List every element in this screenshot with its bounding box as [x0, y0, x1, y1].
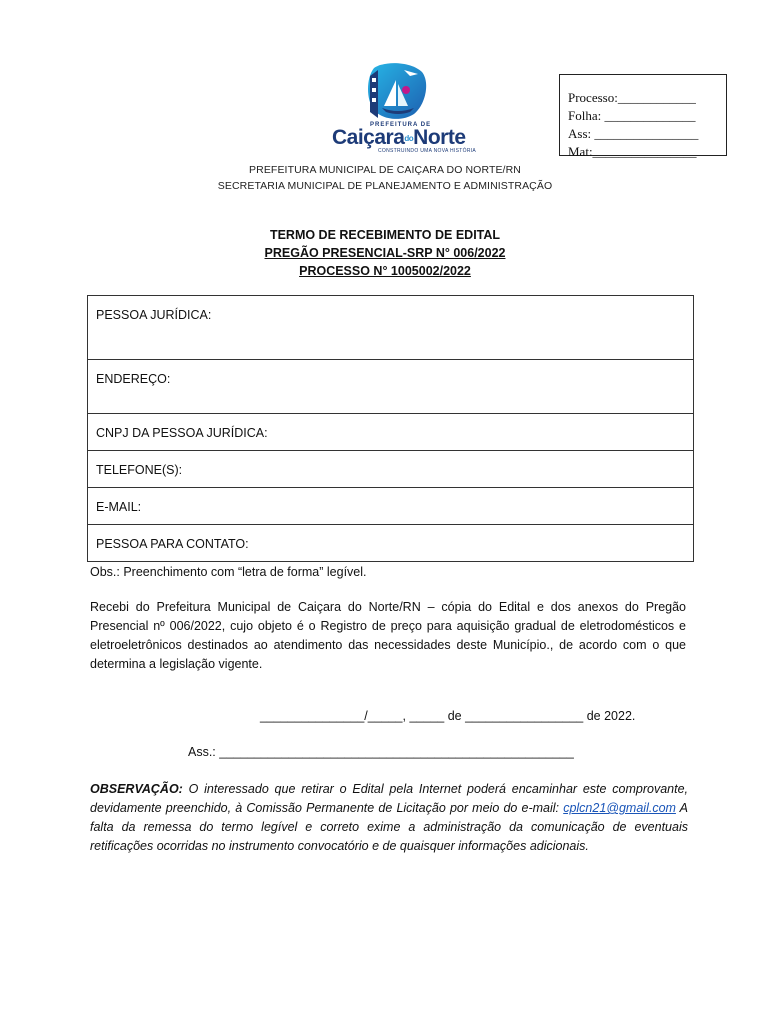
stamp-ass: Ass: ________________: [568, 126, 699, 141]
process-stamp-box: [559, 74, 727, 159]
form-row-endereco[interactable]: ENDEREÇO:: [88, 359, 693, 413]
form-row-cnpj[interactable]: CNPJ DA PESSOA JURÍDICA:: [88, 413, 693, 450]
signature-line: Ass.: ___________________________________________________: [188, 745, 574, 759]
pregao-number: PREGÃO PRESENCIAL-SRP N° 006/2022: [264, 246, 506, 260]
receipt-statement: Recebi do Prefeitura Municipal de Caiçara do Norte/RN – cópia do Edital e dos anexos do Pregão Presencial nº 006/2022, cujo objeto é o Registro de preço para aquisição gradual de eletrodomésticos e eletroeletrônicos destinados ao atendimento das necessidades deste Município., de acordo com o que determina a legislação vigente.: [90, 600, 686, 671]
municipality-logo: [326, 60, 477, 160]
logo-emblem-icon: [326, 60, 466, 124]
form-row-pessoa-juridica[interactable]: PESSOA JURÍDICA:: [96, 308, 212, 322]
email-link[interactable]: cplcn21@gmail.com: [563, 801, 676, 815]
logo-slogan: CONSTRUINDO UMA NOVA HISTÓRIA: [378, 148, 477, 154]
form-row-email[interactable]: E-MAIL:: [88, 487, 693, 524]
form-row-telefone[interactable]: TELEFONE(S):: [88, 450, 693, 487]
stamp-folha: Folha: ______________: [568, 108, 696, 123]
observation-note: OBSERVAÇÃO: O interessado que retirar o Edital pela Internet poderá encaminhar este comprovante, devidamente preenchido, à Comissão Permanente de Licitação por meio do e-mail: cplcn21@gmail.com A falta da remessa do termo legível e correto exime a administração da comunicação de eventuais retificações ocorridas no instrumento convocatório e de quaisquer informações adicionais.: [90, 782, 688, 853]
form-row-contato[interactable]: PESSOA PARA CONTATO:: [88, 524, 693, 561]
processo-number: PROCESSO N° 1005002/2022: [299, 264, 471, 278]
stamp-processo: Processo:____________: [568, 90, 696, 105]
header-secretariat: SECRETARIA MUNICIPAL DE PLANEJAMENTO E ADMINISTRAÇÃO: [217, 180, 553, 192]
company-info-form: [87, 295, 694, 562]
date-line: _______________/_____, _____ de _________________ de 2022.: [260, 709, 636, 723]
fill-instructions: Obs.: Preenchimento com “letra de forma” legível.: [90, 565, 367, 579]
header-municipality: PREFEITURA MUNICIPAL DE CAIÇARA DO NORTE/RN: [249, 164, 521, 176]
document-title: TERMO DE RECEBIMENTO DE EDITAL: [269, 228, 501, 242]
stamp-mat: Mat:________________: [568, 144, 697, 159]
logo-prefix: PREFEITURA DE: [370, 122, 432, 128]
logo-name: CaiçaradoNorte: [332, 126, 466, 149]
